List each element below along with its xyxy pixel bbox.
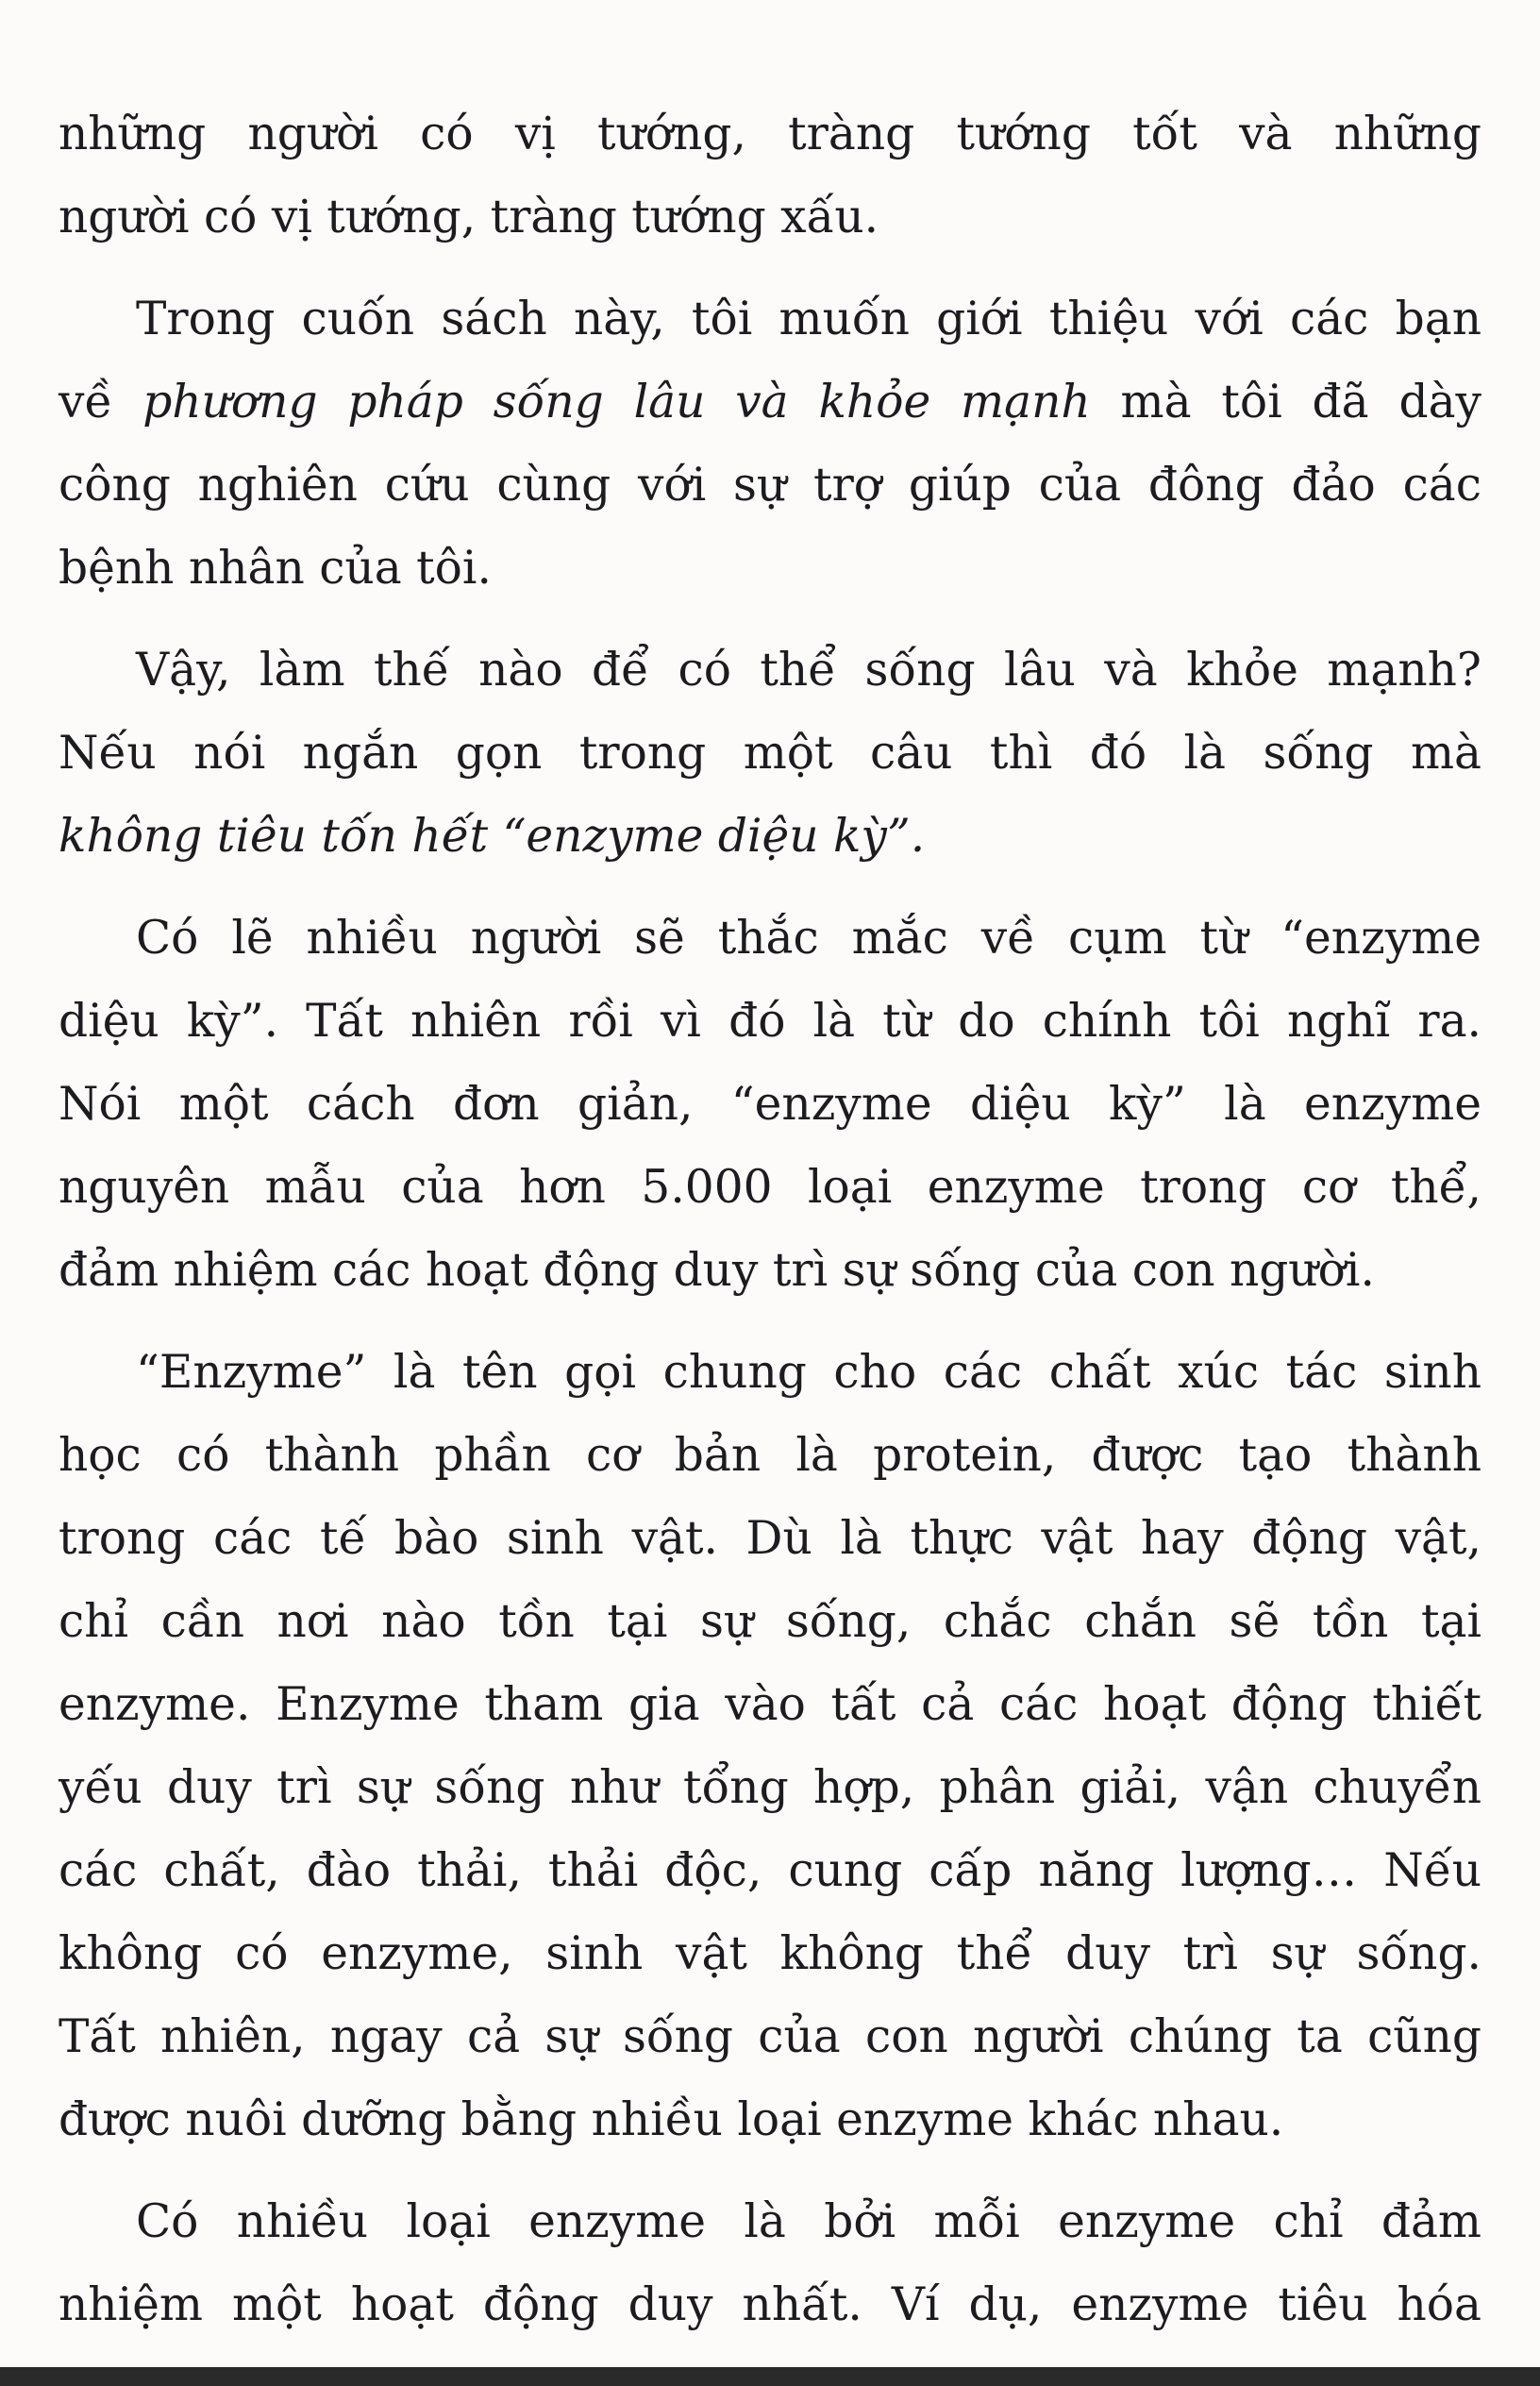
text-line bbox=[59, 1746, 1481, 1829]
paragraph bbox=[59, 277, 1481, 610]
text-line bbox=[59, 444, 1481, 527]
text-run: enzyme. Enzyme tham gia vào tất cả các hoạt động thiết bbox=[59, 1678, 1481, 1731]
italic-phrase: phương pháp sống lâu và khỏe mạnh bbox=[142, 376, 1091, 428]
paragraph bbox=[59, 2180, 1481, 2346]
text-run: trong các tế bào sinh vật. Dù là thực vật hay động vật, bbox=[59, 1512, 1481, 1565]
text-line bbox=[59, 176, 1481, 259]
text-line bbox=[59, 1063, 1481, 1146]
text-line bbox=[59, 1580, 1481, 1663]
text-run: Trong cuốn sách này, tôi muốn giới thiệu với các bạn bbox=[136, 293, 1481, 345]
text-run: đảm nhiệm các hoạt động duy trì sự sống của con người. bbox=[59, 1244, 1375, 1297]
text-line bbox=[59, 897, 1481, 980]
body-text bbox=[59, 92, 1481, 2346]
text-run: Có nhiều loại enzyme là bởi mỗi enzyme chỉ đảm bbox=[136, 2195, 1481, 2248]
paragraph-gap bbox=[59, 878, 1481, 897]
text-run: nguyên mẫu của hơn 5.000 loại enzyme trong cơ thể, bbox=[59, 1161, 1481, 1214]
text-line bbox=[59, 1912, 1481, 1995]
text-line bbox=[59, 1146, 1481, 1229]
paragraph-gap bbox=[59, 1312, 1481, 1331]
text-run: diệu kỳ”. Tất nhiên rồi vì đó là từ do chính tôi nghĩ ra. bbox=[59, 995, 1481, 1048]
text-line bbox=[59, 712, 1481, 795]
text-line bbox=[59, 1229, 1481, 1312]
paragraph bbox=[59, 1331, 1481, 2161]
text-line bbox=[59, 2263, 1481, 2346]
paragraph-gap bbox=[59, 259, 1481, 277]
text-run: Nếu nói ngắn gọn trong một câu thì đó là sống mà bbox=[59, 727, 1481, 780]
paragraph-gap bbox=[59, 2161, 1481, 2180]
text-run: Vậy, làm thế nào để có thể sống lâu và khỏe mạnh? bbox=[136, 644, 1481, 697]
text-line bbox=[59, 1497, 1481, 1580]
text-run: được nuôi dưỡng bằng nhiều loại enzyme khác nhau. bbox=[59, 2093, 1284, 2146]
text-run: Có lẽ nhiều người sẽ thắc mắc về cụm từ “enzyme bbox=[136, 912, 1481, 965]
text-line bbox=[59, 629, 1481, 712]
text-line bbox=[59, 1331, 1481, 1414]
text-line bbox=[59, 1663, 1481, 1746]
text-run: mà tôi đã dày bbox=[1090, 376, 1481, 428]
text-line bbox=[59, 795, 1481, 878]
text-line bbox=[59, 980, 1481, 1063]
text-run: học có thành phần cơ bản là protein, được tạo thành bbox=[59, 1429, 1481, 1482]
text-run: bệnh nhân của tôi. bbox=[59, 542, 492, 595]
text-line bbox=[59, 1995, 1481, 2078]
text-line bbox=[59, 2078, 1481, 2161]
paragraph bbox=[59, 92, 1481, 259]
text-run: chỉ cần nơi nào tồn tại sự sống, chắc chắn sẽ tồn tại bbox=[59, 1595, 1481, 1648]
page-bottom-edge bbox=[0, 2367, 1540, 2386]
text-run: Nói một cách đơn giản, “enzyme diệu kỳ” là enzyme bbox=[59, 1078, 1481, 1131]
text-run: Tất nhiên, ngay cả sự sống của con người chúng ta cũng bbox=[59, 2010, 1481, 2063]
text-line bbox=[59, 361, 1481, 444]
italic-phrase: không tiêu tốn hết “enzyme diệu kỳ”. bbox=[59, 810, 926, 863]
text-line bbox=[59, 277, 1481, 361]
text-run: về bbox=[59, 376, 143, 428]
text-run: những người có vị tướng, tràng tướng tốt và những bbox=[59, 108, 1481, 160]
text-run: “Enzyme” là tên gọi chung cho các chất xúc tác sinh bbox=[136, 1346, 1481, 1399]
text-run: yếu duy trì sự sống như tổng hợp, phân giải, vận chuyển bbox=[59, 1761, 1481, 1814]
text-line bbox=[59, 1829, 1481, 1912]
paragraph bbox=[59, 629, 1481, 878]
text-run: không có enzyme, sinh vật không thể duy trì sự sống. bbox=[59, 1927, 1481, 1980]
text-run: công nghiên cứu cùng với sự trợ giúp của đông đảo các bbox=[59, 459, 1481, 512]
text-line bbox=[59, 527, 1481, 610]
text-run: các chất, đào thải, thải độc, cung cấp năng lượng… Nếu bbox=[59, 1844, 1481, 1897]
paragraph-gap bbox=[59, 610, 1481, 629]
text-line bbox=[59, 1414, 1481, 1497]
text-run: người có vị tướng, tràng tướng xấu. bbox=[59, 191, 879, 244]
text-run: nhiệm một hoạt động duy nhất. Ví dụ, enzyme tiêu hóa bbox=[59, 2278, 1481, 2331]
text-line bbox=[59, 92, 1481, 176]
paragraph bbox=[59, 897, 1481, 1312]
text-line bbox=[59, 2180, 1481, 2263]
